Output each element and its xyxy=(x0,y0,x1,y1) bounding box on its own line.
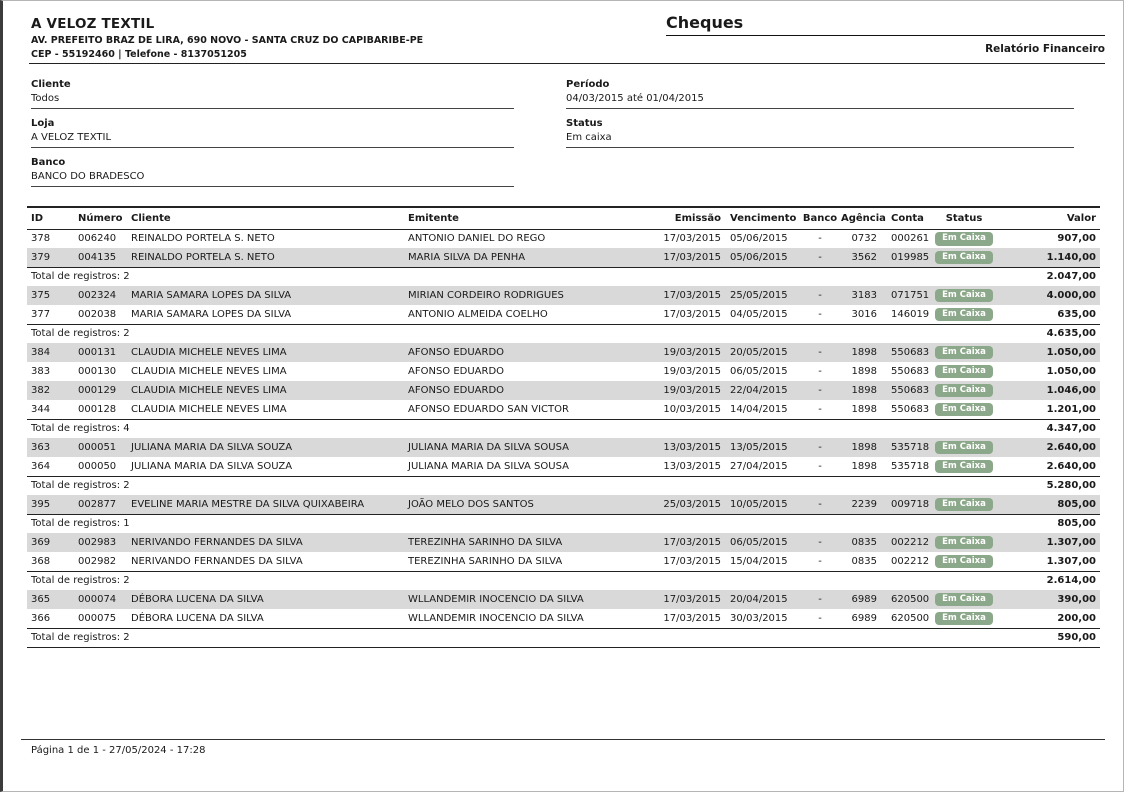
cell-cliente: NERIVANDO FERNANDES DA SILVA xyxy=(131,555,303,567)
cell-numero: 000074 xyxy=(75,590,125,609)
company-cep-phone: CEP - 55192460 | Telefone - 8137051205 xyxy=(31,49,247,60)
group-total-row xyxy=(27,476,1100,495)
filter-loja xyxy=(31,118,514,148)
cell-banco: - xyxy=(818,366,822,377)
group-total-row xyxy=(27,514,1100,533)
cell-vencimento: 20/05/2015 xyxy=(723,343,799,362)
cell-vencimento: 14/04/2015 xyxy=(730,403,788,415)
table-row xyxy=(27,248,1100,267)
cell-vencimento: 25/05/2015 xyxy=(723,286,799,305)
status-badge: Em Caixa xyxy=(935,612,993,626)
group-total-row xyxy=(27,267,1100,286)
group-total-value: 2.047,00 xyxy=(995,267,1100,286)
col-header-cliente: Cliente xyxy=(125,207,401,229)
cell-status xyxy=(933,533,995,552)
cell-numero: 002982 xyxy=(78,555,117,567)
cell-cliente: REINALDO PORTELA S. NETO xyxy=(131,233,275,245)
cell-id: 379 xyxy=(27,248,75,267)
cell-emitente: MARIA SILVA DA PENHA xyxy=(401,248,659,267)
cell-banco: - xyxy=(818,555,822,567)
cell-agencia: 3562 xyxy=(841,248,887,267)
company-name: A VELOZ TEXTIL xyxy=(31,16,155,32)
cell-emitente: JOÃO MELO DOS SANTOS xyxy=(401,495,659,514)
col-header-vencimento: Vencimento xyxy=(723,207,799,229)
group-total-row xyxy=(27,419,1100,438)
col-header-status: Status xyxy=(933,207,995,229)
cell-id: 366 xyxy=(31,612,51,624)
table-row xyxy=(27,305,1100,324)
table-row xyxy=(27,343,1100,362)
cell-numero: 000075 xyxy=(78,612,117,624)
table-row xyxy=(27,495,1100,514)
table-row xyxy=(27,381,1100,400)
company-address: AV. PREFEITO BRAZ DE LIRA, 690 NOVO - SANTA CRUZ DO CAPIBARIBE-PE xyxy=(31,35,424,46)
cell-valor: 1.050,00 xyxy=(995,343,1100,362)
cell-emissao: 13/03/2015 xyxy=(659,438,723,457)
status-badge: Em Caixa xyxy=(935,384,993,398)
status-badge: Em Caixa xyxy=(935,346,993,360)
filter-label: Banco xyxy=(31,157,66,168)
cell-conta: 550683 xyxy=(891,366,930,377)
cell-emitente: ANTONIO DANIEL DO REGO xyxy=(408,233,546,245)
cell-valor: 2.640,00 xyxy=(995,438,1100,457)
cell-status xyxy=(933,381,995,400)
table-row xyxy=(27,286,1100,305)
cell-valor: 1.307,00 xyxy=(995,533,1100,552)
cell-vencimento: 04/05/2015 xyxy=(730,308,788,320)
cell-id: 344 xyxy=(31,403,51,415)
cell-agencia: 1898 xyxy=(841,343,887,362)
group-total-label: Total de registros: 2 xyxy=(27,628,995,647)
cell-banco: - xyxy=(799,590,841,609)
cell-valor: 635,00 xyxy=(1057,308,1096,320)
cell-numero: 000129 xyxy=(75,381,125,400)
cell-conta: 000261 xyxy=(891,233,930,245)
cell-emitente: AFONSO EDUARDO xyxy=(401,343,659,362)
cell-cliente: DÉBORA LUCENA DA SILVA xyxy=(131,612,264,624)
cell-emissao: 17/03/2015 xyxy=(659,590,723,609)
filter-label: Status xyxy=(566,118,603,129)
cell-vencimento: 10/05/2015 xyxy=(723,495,799,514)
cell-id: 383 xyxy=(31,366,51,377)
cell-vencimento: 20/04/2015 xyxy=(723,590,799,609)
cell-banco: - xyxy=(818,460,822,472)
cell-cliente: CLAUDIA MICHELE NEVES LIMA xyxy=(125,343,401,362)
table-body xyxy=(27,229,1100,647)
table-row xyxy=(27,533,1100,552)
cell-agencia: 3016 xyxy=(851,308,877,320)
status-badge: Em Caixa xyxy=(935,232,993,246)
cell-emissao: 17/03/2015 xyxy=(659,286,723,305)
status-badge: Em Caixa xyxy=(935,403,993,417)
cell-valor: 907,00 xyxy=(1057,233,1096,245)
col-header-conta: Conta xyxy=(887,207,933,229)
cell-id: 369 xyxy=(27,533,75,552)
cell-valor: 200,00 xyxy=(1057,612,1096,624)
cell-numero: 000131 xyxy=(75,343,125,362)
filters-section xyxy=(31,79,1109,187)
cell-numero: 000050 xyxy=(78,460,117,472)
cell-agencia: 1898 xyxy=(851,366,877,377)
cell-emitente: TEREZINHA SARINHO DA SILVA xyxy=(408,555,563,567)
cell-emissao: 17/03/2015 xyxy=(663,612,721,624)
cell-id: 377 xyxy=(31,308,51,320)
cell-banco: - xyxy=(818,308,822,320)
cell-conta: 550683 xyxy=(887,343,933,362)
cell-conta: 146019 xyxy=(891,308,930,320)
cell-valor: 1.050,00 xyxy=(1046,366,1096,377)
group-total-value: 2.614,00 xyxy=(995,571,1100,590)
cell-agencia: 2239 xyxy=(841,495,887,514)
filter-label: Loja xyxy=(31,118,55,129)
cheques-table xyxy=(27,206,1100,648)
cell-vencimento: 13/05/2015 xyxy=(723,438,799,457)
cell-status xyxy=(933,438,995,457)
status-badge: Em Caixa xyxy=(935,460,993,474)
cell-cliente: CLAUDIA MICHELE NEVES LIMA xyxy=(131,403,287,415)
filter-value: BANCO DO BRADESCO xyxy=(31,171,145,182)
cell-id: 364 xyxy=(31,460,51,472)
cell-emissao: 17/03/2015 xyxy=(663,233,721,245)
status-badge: Em Caixa xyxy=(935,536,993,550)
cell-cliente: CLAUDIA MICHELE NEVES LIMA xyxy=(125,381,401,400)
cell-banco: - xyxy=(799,248,841,267)
cell-emissao: 19/03/2015 xyxy=(659,381,723,400)
cell-cliente: EVELINE MARIA MESTRE DA SILVA QUIXABEIRA xyxy=(125,495,401,514)
group-total-label: Total de registros: 4 xyxy=(27,419,995,438)
group-total-row xyxy=(27,324,1100,343)
cell-conta: 620500 xyxy=(891,612,930,624)
filter-cliente xyxy=(31,79,514,109)
cell-agencia: 0835 xyxy=(841,533,887,552)
cell-valor: 805,00 xyxy=(995,495,1100,514)
cell-numero: 000130 xyxy=(78,366,117,377)
cell-status xyxy=(933,362,995,381)
table-row xyxy=(27,229,1100,248)
report-title: Cheques xyxy=(666,13,1105,36)
cell-agencia: 6989 xyxy=(841,590,887,609)
cell-emissao: 17/03/2015 xyxy=(659,248,723,267)
cell-emitente: ANTONIO ALMEIDA COELHO xyxy=(408,308,548,320)
cell-cliente: DÉBORA LUCENA DA SILVA xyxy=(125,590,401,609)
report-header xyxy=(3,1,1123,63)
cell-status xyxy=(933,286,995,305)
report-subtitle: Relatório Financeiro xyxy=(985,43,1105,55)
cell-emitente: JULIANA MARIA DA SILVA SOUSA xyxy=(401,438,659,457)
cell-status xyxy=(933,590,995,609)
cell-conta: 550683 xyxy=(887,381,933,400)
filter-value: 04/03/2015 até 01/04/2015 xyxy=(566,93,704,104)
cell-conta: 535718 xyxy=(891,460,930,472)
cell-valor: 2.640,00 xyxy=(1046,460,1096,472)
table-row xyxy=(27,552,1100,571)
cell-vencimento: 22/04/2015 xyxy=(723,381,799,400)
col-header-emitente: Emitente xyxy=(401,207,659,229)
cell-conta: 620500 xyxy=(887,590,933,609)
table-row xyxy=(27,609,1100,628)
cell-agencia: 1898 xyxy=(841,438,887,457)
company-block xyxy=(31,16,423,60)
cell-numero: 006240 xyxy=(78,233,117,245)
cell-agencia: 1898 xyxy=(851,460,877,472)
cell-banco: - xyxy=(799,286,841,305)
cell-emitente: AFONSO EDUARDO xyxy=(401,381,659,400)
filter-periodo xyxy=(566,79,1074,109)
group-total-label: Total de registros: 1 xyxy=(27,514,995,533)
col-header-agencia: Agência xyxy=(841,207,887,229)
col-header-banco: Banco xyxy=(799,207,841,229)
table-row xyxy=(27,400,1100,419)
cell-emitente: MIRIAN CORDEIRO RODRIGUES xyxy=(401,286,659,305)
cell-emitente: JULIANA MARIA DA SILVA SOUSA xyxy=(408,460,569,472)
cell-agencia: 3183 xyxy=(841,286,887,305)
cell-banco: - xyxy=(818,612,822,624)
group-total-value: 4.635,00 xyxy=(995,324,1100,343)
cell-cliente: JULIANA MARIA DA SILVA SOUZA xyxy=(131,460,293,472)
cell-banco: - xyxy=(799,495,841,514)
cell-valor: 390,00 xyxy=(995,590,1100,609)
filter-status xyxy=(566,118,1074,148)
cell-conta: 550683 xyxy=(891,403,930,415)
cell-numero: 002877 xyxy=(75,495,125,514)
cell-status xyxy=(933,305,995,324)
cell-conta: 535718 xyxy=(887,438,933,457)
cell-emissao: 17/03/2015 xyxy=(659,533,723,552)
group-total-label: Total de registros: 2 xyxy=(27,324,995,343)
group-total-label: Total de registros: 2 xyxy=(27,571,995,590)
cell-agencia: 0732 xyxy=(851,233,877,245)
cell-id: 365 xyxy=(27,590,75,609)
cell-emissao: 25/03/2015 xyxy=(659,495,723,514)
cell-numero: 000051 xyxy=(75,438,125,457)
table-header-row xyxy=(27,207,1100,229)
cell-id: 375 xyxy=(27,286,75,305)
cell-id: 368 xyxy=(31,555,51,567)
cell-id: 395 xyxy=(27,495,75,514)
filter-value: Em caixa xyxy=(566,132,612,143)
group-total-value: 590,00 xyxy=(995,628,1100,647)
cell-valor: 1.046,00 xyxy=(995,381,1100,400)
cell-status xyxy=(933,457,995,476)
cell-banco: - xyxy=(799,381,841,400)
cell-emissao: 17/03/2015 xyxy=(663,308,721,320)
header-divider xyxy=(29,63,1105,64)
cell-numero: 002983 xyxy=(75,533,125,552)
status-badge: Em Caixa xyxy=(935,441,993,455)
group-total-label: Total de registros: 2 xyxy=(27,267,995,286)
cell-emitente: TEREZINHA SARINHO DA SILVA xyxy=(401,533,659,552)
filter-spacer xyxy=(566,157,1074,187)
cell-cliente: JULIANA MARIA DA SILVA SOUZA xyxy=(125,438,401,457)
cell-vencimento: 30/03/2015 xyxy=(730,612,788,624)
title-block xyxy=(666,13,1105,55)
cell-vencimento: 15/04/2015 xyxy=(730,555,788,567)
cell-id: 378 xyxy=(31,233,51,245)
page-info: Página 1 de 1 - 27/05/2024 - 17:28 xyxy=(31,745,206,756)
filter-banco xyxy=(31,157,514,187)
cell-valor: 4.000,00 xyxy=(995,286,1100,305)
cell-vencimento: 06/05/2015 xyxy=(723,533,799,552)
cell-status xyxy=(933,552,995,571)
status-badge: Em Caixa xyxy=(935,498,993,512)
cell-conta: 002212 xyxy=(891,555,930,567)
status-badge: Em Caixa xyxy=(935,365,993,379)
cell-status xyxy=(933,248,995,267)
cell-status xyxy=(933,229,995,248)
cell-cliente: CLAUDIA MICHELE NEVES LIMA xyxy=(131,366,287,377)
group-total-value: 4.347,00 xyxy=(995,419,1100,438)
col-header-emissao: Emissão xyxy=(659,207,723,229)
cell-status xyxy=(933,400,995,419)
cell-id: 384 xyxy=(27,343,75,362)
col-header-id: ID xyxy=(27,207,75,229)
cell-banco: - xyxy=(799,438,841,457)
cell-banco: - xyxy=(799,343,841,362)
cell-emissao: 19/03/2015 xyxy=(659,343,723,362)
cell-agencia: 1898 xyxy=(841,381,887,400)
cell-emitente: WLLANDEMIR INOCENCIO DA SILVA xyxy=(401,590,659,609)
cell-agencia: 6989 xyxy=(851,612,877,624)
cell-emitente: WLLANDEMIR INOCENCIO DA SILVA xyxy=(408,612,584,624)
status-badge: Em Caixa xyxy=(935,251,993,265)
group-total-row xyxy=(27,571,1100,590)
table-row xyxy=(27,457,1100,476)
cell-emitente: AFONSO EDUARDO SAN VICTOR xyxy=(408,403,569,415)
cell-cliente: NERIVANDO FERNANDES DA SILVA xyxy=(125,533,401,552)
cell-banco: - xyxy=(799,533,841,552)
filter-value: Todos xyxy=(31,93,60,104)
status-badge: Em Caixa xyxy=(935,555,993,569)
cell-banco: - xyxy=(818,233,822,245)
cell-numero: 002324 xyxy=(75,286,125,305)
cell-emissao: 19/03/2015 xyxy=(663,366,721,377)
cell-status xyxy=(933,609,995,628)
cell-agencia: 0835 xyxy=(851,555,877,567)
cell-vencimento: 05/06/2015 xyxy=(723,248,799,267)
filter-value: A VELOZ TEXTIL xyxy=(31,132,112,143)
cell-valor: 1.307,00 xyxy=(1046,555,1096,567)
report-footer xyxy=(21,739,1105,756)
cell-cliente: REINALDO PORTELA S. NETO xyxy=(125,248,401,267)
group-total-label: Total de registros: 2 xyxy=(27,476,995,495)
col-header-valor: Valor xyxy=(995,207,1100,229)
cell-id: 382 xyxy=(27,381,75,400)
cell-valor: 1.201,00 xyxy=(1046,403,1096,415)
cell-banco: - xyxy=(818,403,822,415)
cell-numero: 000128 xyxy=(78,403,117,415)
cell-conta: 071751 xyxy=(887,286,933,305)
cell-numero: 004135 xyxy=(75,248,125,267)
cell-status xyxy=(933,343,995,362)
group-total-value: 5.280,00 xyxy=(995,476,1100,495)
filter-label: Período xyxy=(566,79,610,90)
table-row xyxy=(27,590,1100,609)
cell-agencia: 1898 xyxy=(851,403,877,415)
status-badge: Em Caixa xyxy=(935,289,993,303)
cell-conta: 019985 xyxy=(887,248,933,267)
cell-id: 363 xyxy=(27,438,75,457)
cell-conta: 009718 xyxy=(887,495,933,514)
group-total-row xyxy=(27,628,1100,647)
group-total-value: 805,00 xyxy=(995,514,1100,533)
status-badge: Em Caixa xyxy=(935,593,993,607)
cell-vencimento: 05/06/2015 xyxy=(730,233,788,245)
cell-emissao: 17/03/2015 xyxy=(663,555,721,567)
cell-emitente: AFONSO EDUARDO xyxy=(408,366,505,377)
cell-valor: 1.140,00 xyxy=(995,248,1100,267)
cell-cliente: MARIA SAMARA LOPES DA SILVA xyxy=(131,308,292,320)
status-badge: Em Caixa xyxy=(935,308,993,322)
cell-emissao: 13/03/2015 xyxy=(663,460,721,472)
cell-vencimento: 27/04/2015 xyxy=(730,460,788,472)
cell-conta: 002212 xyxy=(887,533,933,552)
cell-numero: 002038 xyxy=(78,308,117,320)
filter-label: Cliente xyxy=(31,79,71,90)
table-row xyxy=(27,362,1100,381)
cell-cliente: MARIA SAMARA LOPES DA SILVA xyxy=(125,286,401,305)
cell-vencimento: 06/05/2015 xyxy=(730,366,788,377)
col-header-numero: Número xyxy=(75,207,125,229)
cell-status xyxy=(933,495,995,514)
table-row xyxy=(27,438,1100,457)
cell-emissao: 10/03/2015 xyxy=(663,403,721,415)
